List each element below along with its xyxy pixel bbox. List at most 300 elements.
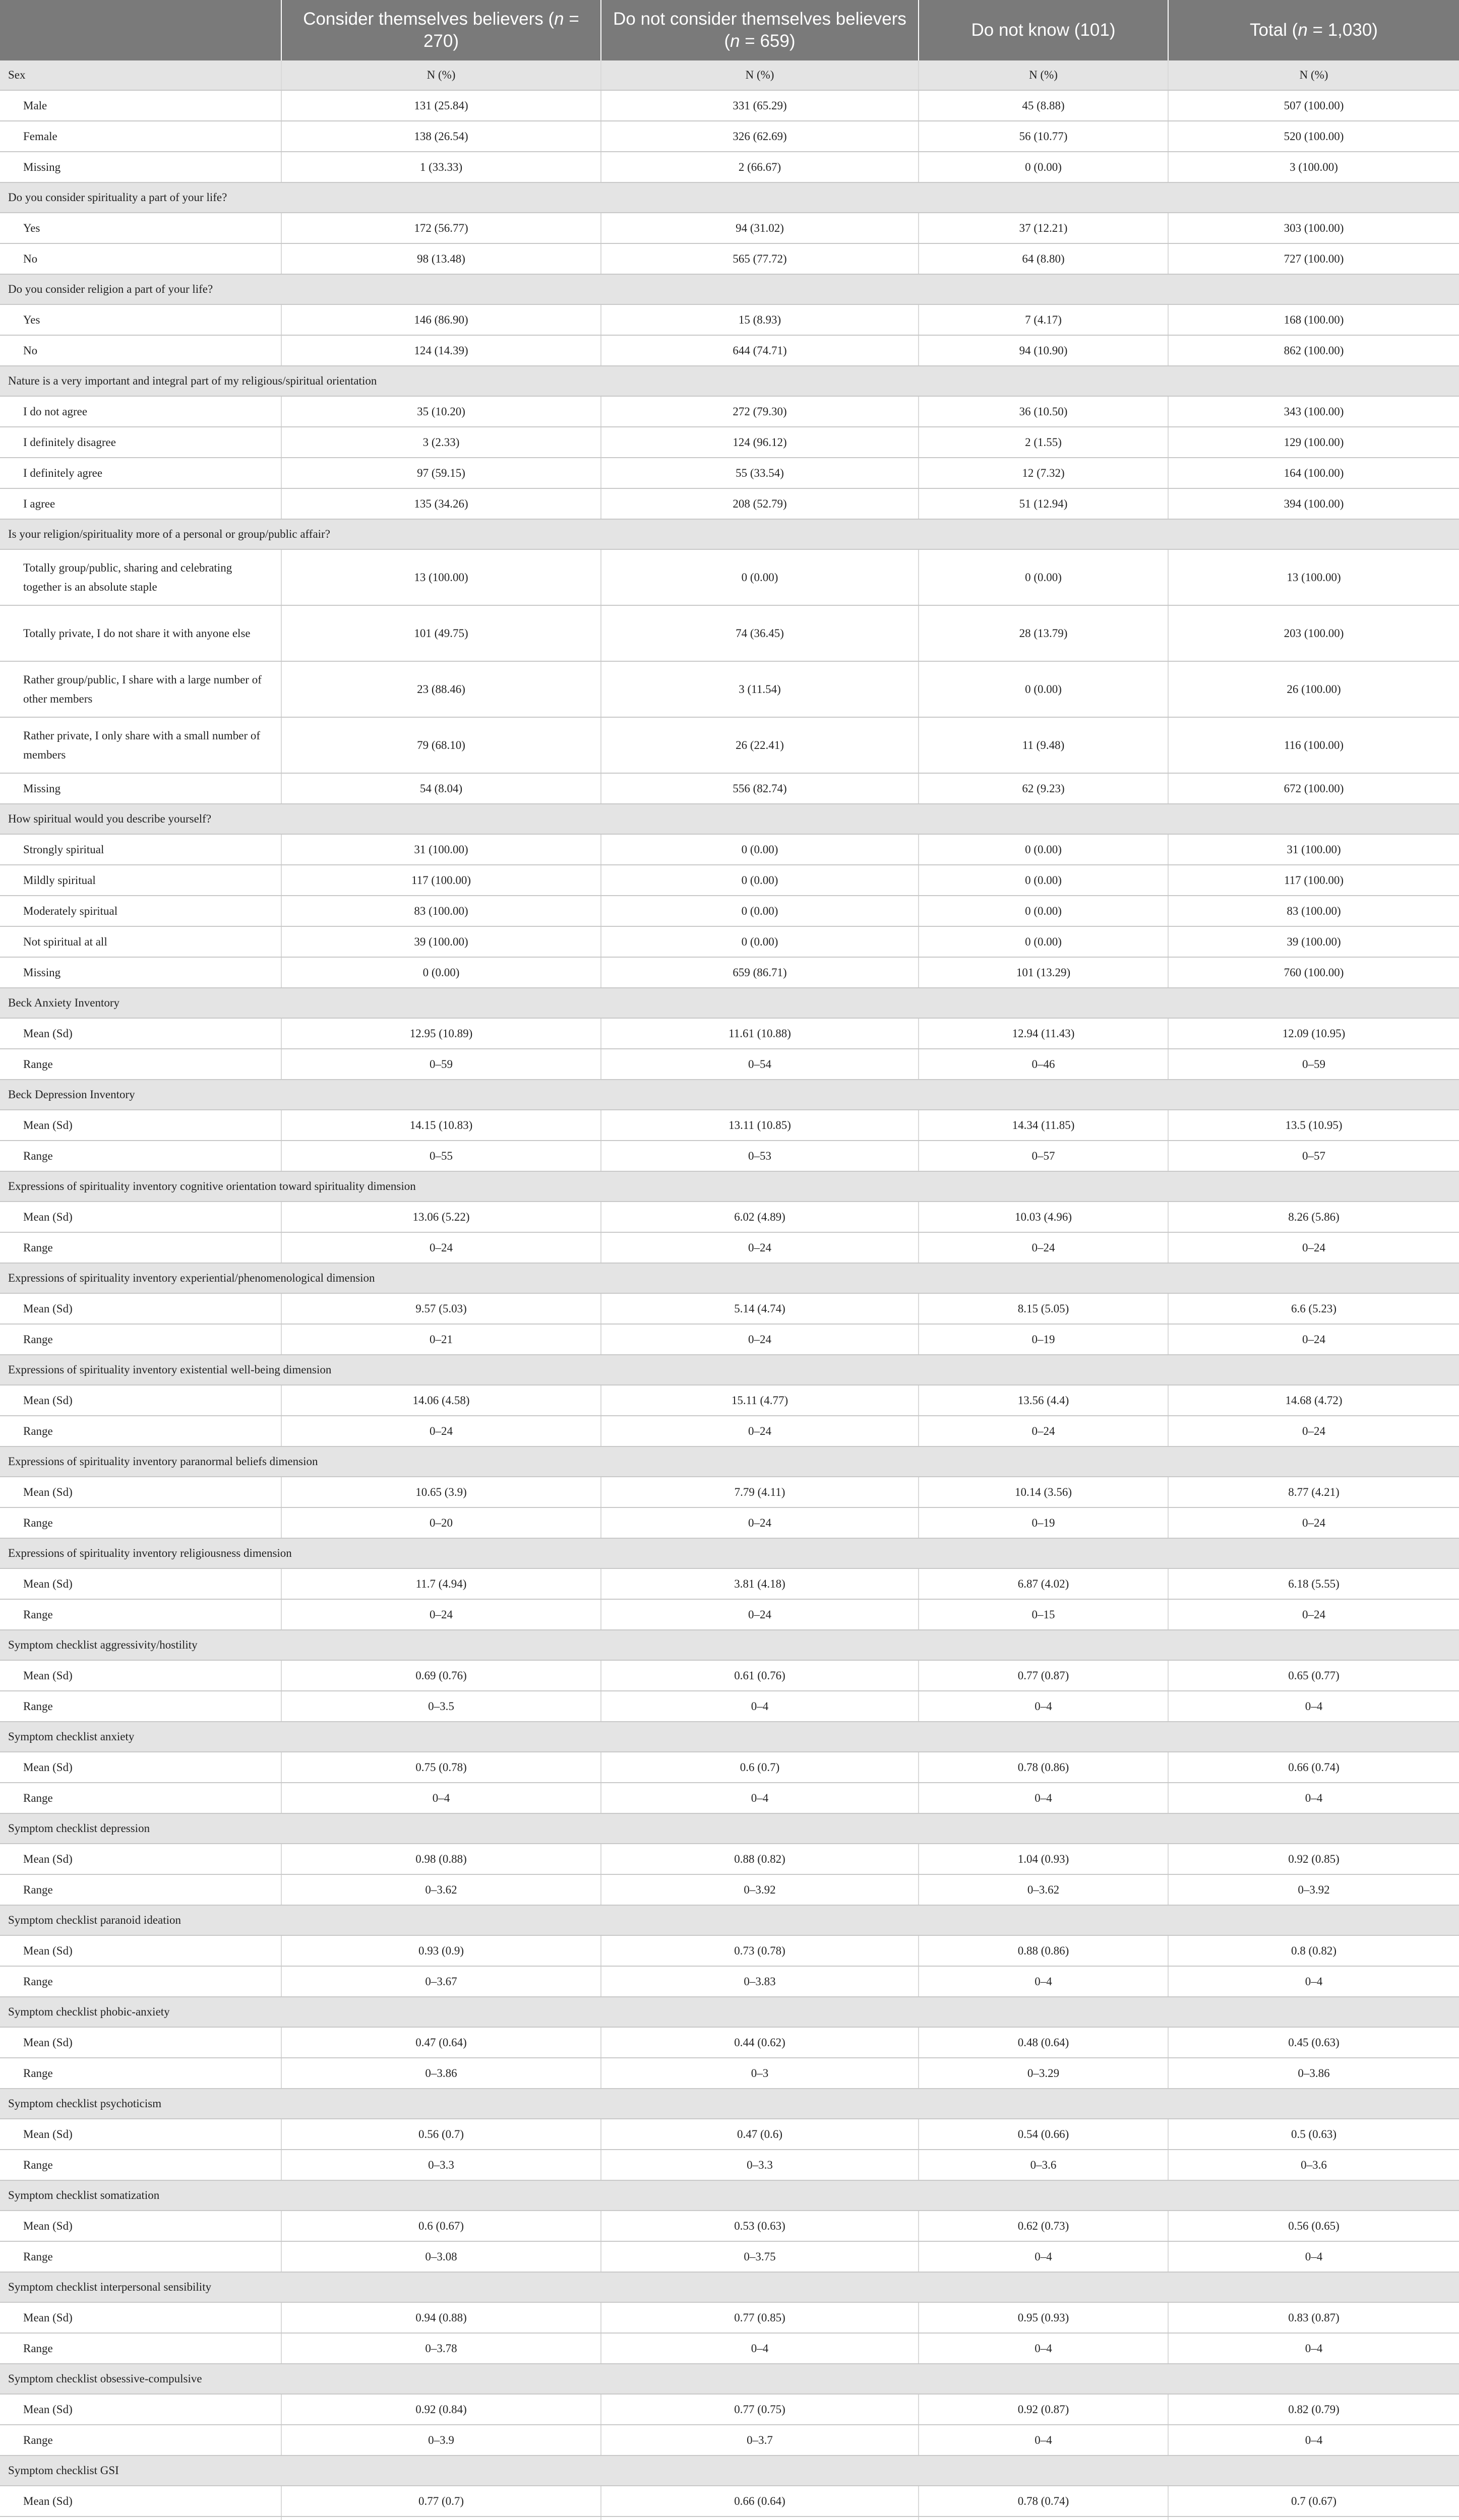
table-cell: 520 (100.00) [1168,121,1459,152]
table-cell: 6.87 (4.02) [919,1568,1168,1599]
row-label: Male [0,90,281,121]
table-cell: 135 (34.26) [281,488,601,519]
table-row [0,2333,1459,2364]
table-cell: 98 (13.48) [281,243,601,274]
row-label: No [0,243,281,274]
row-label: Mean (Sd) [0,2486,281,2516]
table-cell: N (%) [281,60,601,90]
table-cell: 0–3.3 [601,2150,919,2180]
table-cell: 0.77 (0.7) [281,2486,601,2516]
table-row [0,2058,1459,2089]
table-row [0,427,1459,458]
section-label: Expressions of spirituality inventory cognitive orientation toward spirituality dimension [0,1171,1459,1202]
row-label: Totally group/public, sharing and celebrating together is an absolute staple [0,549,281,605]
section-label: Symptom checklist anxiety [0,1722,1459,1752]
row-label: Mean (Sd) [0,2119,281,2150]
table-cell [601,2516,919,2520]
table-cell: 0.75 (0.78) [281,1752,601,1783]
table-cell: 138 (26.54) [281,121,601,152]
table-row [0,335,1459,366]
table-cell: 0–21 [281,1324,601,1355]
table-cell: 0 (0.00) [601,896,919,926]
table-cell: 1 (33.33) [281,152,601,182]
row-label: Range [0,1874,281,1905]
table-cell: 13.5 (10.95) [1168,1110,1459,1141]
section-label: How spiritual would you describe yourself? [0,804,1459,834]
table-cell: 343 (100.00) [1168,396,1459,427]
table-row [0,1660,1459,1691]
table-cell: 172 (56.77) [281,213,601,243]
section-label: Expressions of spirituality inventory religiousness dimension [0,1538,1459,1568]
section-label: Beck Anxiety Inventory [0,988,1459,1018]
table-cell: 0–4 [1168,1783,1459,1813]
table-cell: 0–46 [919,1049,1168,1080]
section-label: Beck Depression Inventory [0,1080,1459,1110]
table-row [0,1477,1459,1507]
table-cell: 0–24 [281,1232,601,1263]
table-cell: 11.7 (4.94) [281,1568,601,1599]
table-row [0,957,1459,988]
row-label: Mean (Sd) [0,1477,281,1507]
table-cell: 394 (100.00) [1168,488,1459,519]
table-cell: 36 (10.50) [919,396,1168,427]
table-cell: 0.47 (0.64) [281,2027,601,2058]
row-label: Mean (Sd) [0,1935,281,1966]
table-row [0,896,1459,926]
table-row [0,1049,1459,1080]
table-cell: 0.77 (0.75) [601,2394,919,2425]
header-row [0,0,1459,60]
row-label: Mean (Sd) [0,1110,281,1141]
table-cell: N (%) [601,60,919,90]
table-cell [919,2516,1168,2520]
section-label: Symptom checklist GSI [0,2455,1459,2486]
table-cell: 13.06 (5.22) [281,1202,601,1232]
table-row [0,121,1459,152]
row-label: Range [0,2150,281,2180]
table-cell: 26 (22.41) [601,717,919,773]
table-cell: 12.95 (10.89) [281,1018,601,1049]
section-label: Is your religion/spirituality more of a personal or group/public affair? [0,519,1459,549]
table-cell: 0 (0.00) [601,549,919,605]
table-cell: 0.54 (0.66) [919,2119,1168,2150]
table-cell: 0–3.3 [281,2150,601,2180]
table-cell: 0–24 [1168,1416,1459,1446]
table-cell: 0 (0.00) [919,549,1168,605]
table-row [0,1018,1459,1049]
section-header-row [0,1080,1459,1110]
table-cell: 672 (100.00) [1168,773,1459,804]
table-cell: 12.94 (11.43) [919,1018,1168,1049]
table-cell: 0–24 [1168,1507,1459,1538]
header-cell-do-not-know: Do not know (101) [919,0,1168,60]
table-cell: 0–4 [919,1966,1168,1997]
table-cell: 862 (100.00) [1168,335,1459,366]
table-cell: 0.48 (0.64) [919,2027,1168,2058]
row-label: Moderately spiritual [0,896,281,926]
table-cell: 0–15 [919,1599,1168,1630]
section-label: Symptom checklist phobic-anxiety [0,1997,1459,2027]
row-label: Range [0,2333,281,2364]
table-cell: 0.5 (0.63) [1168,2119,1459,2150]
section-label: Expressions of spirituality inventory paranormal beliefs dimension [0,1446,1459,1477]
table-row [0,488,1459,519]
row-label: Yes [0,213,281,243]
table-cell: 168 (100.00) [1168,304,1459,335]
table-cell: 26 (100.00) [1168,661,1459,717]
table-cell: 0.47 (0.6) [601,2119,919,2150]
table-cell: 0–24 [919,1416,1168,1446]
table-cell: 6.6 (5.23) [1168,1293,1459,1324]
row-label: Rather private, I only share with a small number of members [0,717,281,773]
table-cell: 94 (31.02) [601,213,919,243]
table-cell: 39 (100.00) [1168,926,1459,957]
table-cell: 6.18 (5.55) [1168,1568,1459,1599]
section-label: Symptom checklist aggressivity/hostility [0,1630,1459,1660]
table-cell: 31 (100.00) [1168,834,1459,865]
table-row [0,2150,1459,2180]
table-cell: 0–4 [1168,2241,1459,2272]
table-cell: 0–3.29 [919,2058,1168,2089]
table-cell: 54 (8.04) [281,773,601,804]
section-header-row [0,1171,1459,1202]
table-cell: 12 (7.32) [919,458,1168,488]
row-label: Range [0,1599,281,1630]
section-label: Do you consider spirituality a part of your life? [0,182,1459,213]
row-label: No [0,335,281,366]
row-label: Range [0,1232,281,1263]
table-row [0,90,1459,121]
section-header-row [0,2180,1459,2211]
row-label: Missing [0,773,281,804]
table-cell: 0.44 (0.62) [601,2027,919,2058]
table-cell: 131 (25.84) [281,90,601,121]
table-header [0,0,1459,60]
section-header-row [0,519,1459,549]
table-cell: 0 (0.00) [601,834,919,865]
table-row [0,1232,1459,1263]
table-cell: 0–4 [1168,1966,1459,1997]
section-header-row [0,1905,1459,1935]
section-label: Symptom checklist psychoticism [0,2089,1459,2119]
table-row [0,396,1459,427]
table-cell: 124 (14.39) [281,335,601,366]
section-header-row [0,1813,1459,1844]
table-cell: 0.77 (0.85) [601,2302,919,2333]
section-label: Do you consider religion a part of your life? [0,274,1459,304]
row-label: Totally private, I do not share it with anyone else [0,605,281,661]
table-cell: 83 (100.00) [1168,896,1459,926]
table-row [0,773,1459,804]
table-row [0,2394,1459,2425]
table-cell: 79 (68.10) [281,717,601,773]
table-cell: 0–24 [601,1324,919,1355]
row-label: Mean (Sd) [0,1844,281,1874]
table-cell: 39 (100.00) [281,926,601,957]
table-cell: 0–53 [601,1141,919,1171]
table-cell: 6.02 (4.89) [601,1202,919,1232]
table-cell: 0–24 [1168,1232,1459,1263]
table-cell: 0.88 (0.86) [919,1935,1168,1966]
row-label: Range [0,2425,281,2455]
table-cell: 13 (100.00) [1168,549,1459,605]
table-row [0,2027,1459,2058]
table-row [0,304,1459,335]
table-cell: 203 (100.00) [1168,605,1459,661]
table-cell: 0.78 (0.86) [919,1752,1168,1783]
table-cell: 0–3.92 [1168,1874,1459,1905]
table-cell: 14.34 (11.85) [919,1110,1168,1141]
table-cell: 13 (100.00) [281,549,601,605]
table-cell [281,2516,601,2520]
table-cell: 8.15 (5.05) [919,1293,1168,1324]
table-cell: 1.04 (0.93) [919,1844,1168,1874]
table-cell: 13.56 (4.4) [919,1385,1168,1416]
table-cell: 0–24 [1168,1324,1459,1355]
table-cell: 15 (8.93) [601,304,919,335]
table-cell: 0–3 [601,2058,919,2089]
table-cell: 0 (0.00) [919,896,1168,926]
table-cell: 0–3.6 [919,2150,1168,2180]
table-cell: 55 (33.54) [601,458,919,488]
table-cell: 0.66 (0.64) [601,2486,919,2516]
table-cell: 0.83 (0.87) [1168,2302,1459,2333]
table-row [0,926,1459,957]
table-cell: 0–4 [1168,2333,1459,2364]
table-cell: 0 (0.00) [919,152,1168,182]
table-row [0,243,1459,274]
table-cell: 0–24 [919,1232,1168,1263]
table-cell: 0 (0.00) [919,834,1168,865]
table-cell: 116 (100.00) [1168,717,1459,773]
table-row [0,1691,1459,1722]
table-row [0,1935,1459,1966]
table-cell: 0.8 (0.82) [1168,1935,1459,1966]
table-cell: 0.77 (0.87) [919,1660,1168,1691]
table-cell: 3 (2.33) [281,427,601,458]
table-cell: 272 (79.30) [601,396,919,427]
table-cell: 0–4 [1168,2425,1459,2455]
table-cell: 0.69 (0.76) [281,1660,601,1691]
table-row [0,1110,1459,1141]
table-cell: 0–3.86 [1168,2058,1459,2089]
table-row [0,605,1459,661]
table-cell: 11.61 (10.88) [601,1018,919,1049]
table-cell: 0.66 (0.74) [1168,1752,1459,1783]
table-cell: 0–3.9 [281,2425,601,2455]
table-cell: 3 (11.54) [601,661,919,717]
table-cell: 331 (65.29) [601,90,919,121]
table-cell: 303 (100.00) [1168,213,1459,243]
table-cell: 0.88 (0.82) [601,1844,919,1874]
table-cell: 0–24 [601,1232,919,1263]
table-cell: 0–20 [281,1507,601,1538]
table-cell: 659 (86.71) [601,957,919,988]
table-cell: 0–4 [919,2241,1168,2272]
table-cell: 0–55 [281,1141,601,1171]
table-cell: 326 (62.69) [601,121,919,152]
table-cell: 37 (12.21) [919,213,1168,243]
table-row [0,2119,1459,2150]
section-header-row [0,274,1459,304]
table-cell: 35 (10.20) [281,396,601,427]
section-header-row [0,1997,1459,2027]
table-cell: 0.56 (0.65) [1168,2211,1459,2241]
table-row [0,834,1459,865]
table-cell: 0–3.08 [281,2241,601,2272]
row-label: Mean (Sd) [0,1202,281,1232]
table-cell: 0.73 (0.78) [601,1935,919,1966]
table-cell: 0–3.6 [1168,2150,1459,2180]
row-label: I definitely disagree [0,427,281,458]
section-header-row [0,2364,1459,2394]
table-cell: 0–57 [919,1141,1168,1171]
table-cell: 0.92 (0.87) [919,2394,1168,2425]
table-cell: 0–24 [601,1507,919,1538]
table-cell: 0–4 [601,1783,919,1813]
row-label: Yes [0,304,281,335]
table-cell: 74 (36.45) [601,605,919,661]
row-label: Range [0,1324,281,1355]
table-cell: 64 (8.80) [919,243,1168,274]
row-label: Range [0,1049,281,1080]
table-cell: 0 (0.00) [919,661,1168,717]
table-row [0,717,1459,773]
table-cell: 0–3.83 [601,1966,919,1997]
table-cell: 2 (1.55) [919,427,1168,458]
table-cell: 8.77 (4.21) [1168,1477,1459,1507]
table-cell: 31 (100.00) [281,834,601,865]
table-cell: 0.94 (0.88) [281,2302,601,2333]
table-cell: 8.26 (5.86) [1168,1202,1459,1232]
row-label: Range [0,1691,281,1722]
table-row [0,1752,1459,1783]
table-cell: 0.95 (0.93) [919,2302,1168,2333]
table-cell: 0–3.67 [281,1966,601,1997]
table-cell: 0.98 (0.88) [281,1844,601,1874]
table-cell: 3 (100.00) [1168,152,1459,182]
table-cell: 0–59 [1168,1049,1459,1080]
row-label: Mean (Sd) [0,2302,281,2333]
table-cell: 146 (86.90) [281,304,601,335]
row-label: Sex [0,60,281,90]
table-cell: 0 (0.00) [601,865,919,896]
section-header-row [0,366,1459,396]
table-row [0,2516,1459,2520]
table-cell: 10.14 (3.56) [919,1477,1168,1507]
table-cell: 0–24 [1168,1599,1459,1630]
section-label: Nature is a very important and integral part of my religious/spiritual orientation [0,366,1459,396]
table-cell: 0–24 [281,1599,601,1630]
row-label: Mean (Sd) [0,1752,281,1783]
section-header-row [0,1538,1459,1568]
table-cell: 13.11 (10.85) [601,1110,919,1141]
table-row [0,1599,1459,1630]
table-cell: 56 (10.77) [919,121,1168,152]
table-cell: 0.53 (0.63) [601,2211,919,2241]
table-row [0,1385,1459,1416]
table-cell: N (%) [919,60,1168,90]
section-header-row [0,182,1459,213]
table-cell: 0–3.62 [919,1874,1168,1905]
table-cell: 565 (77.72) [601,243,919,274]
row-label: Female [0,121,281,152]
table-cell: 208 (52.79) [601,488,919,519]
table-row [0,1141,1459,1171]
row-label: Mean (Sd) [0,1568,281,1599]
table-cell: 0.61 (0.76) [601,1660,919,1691]
table-cell: 0–4 [919,2425,1168,2455]
table-cell: 101 (49.75) [281,605,601,661]
table-cell: 0.78 (0.74) [919,2486,1168,2516]
table-cell: 28 (13.79) [919,605,1168,661]
table-cell: 117 (100.00) [1168,865,1459,896]
section-label: Symptom checklist depression [0,1813,1459,1844]
table-row [0,1874,1459,1905]
table-row [0,2302,1459,2333]
table-cell: 124 (96.12) [601,427,919,458]
table-cell: 97 (59.15) [281,458,601,488]
table-cell: 5.14 (4.74) [601,1293,919,1324]
table-cell: 0–3.7 [601,2425,919,2455]
table-cell: 0–54 [601,1049,919,1080]
row-label: Mildly spiritual [0,865,281,896]
table-cell: 0–19 [919,1507,1168,1538]
section-label: Symptom checklist interpersonal sensibility [0,2272,1459,2302]
table-body [0,60,1459,2520]
section-label: Symptom checklist paranoid ideation [0,1905,1459,1935]
table-cell: 0.62 (0.73) [919,2211,1168,2241]
table-row [0,1844,1459,1874]
row-label: Mean (Sd) [0,1385,281,1416]
table-cell: 51 (12.94) [919,488,1168,519]
table-cell: 507 (100.00) [1168,90,1459,121]
table-cell: 0–4 [919,1691,1168,1722]
table-row [0,1568,1459,1599]
table-cell: 10.65 (3.9) [281,1477,601,1507]
table-cell: 0.56 (0.7) [281,2119,601,2150]
row-label: Mean (Sd) [0,1660,281,1691]
table-cell: 14.06 (4.58) [281,1385,601,1416]
row-label: Mean (Sd) [0,2394,281,2425]
table-cell: 556 (82.74) [601,773,919,804]
table-cell: 0–4 [281,1783,601,1813]
table-row [0,1416,1459,1446]
table-cell: 15.11 (4.77) [601,1385,919,1416]
table-cell: 94 (10.90) [919,335,1168,366]
table-cell: 14.15 (10.83) [281,1110,601,1141]
table-row [0,1293,1459,1324]
table-row [0,1966,1459,1997]
table-cell: N (%) [1168,60,1459,90]
table-cell: 10.03 (4.96) [919,1202,1168,1232]
section-header-row [0,2089,1459,2119]
row-label: Range [0,1507,281,1538]
table-cell: 0 (0.00) [601,926,919,957]
table-cell: 0–3.75 [601,2241,919,2272]
section-header-row [0,1355,1459,1385]
table-cell: 0–3.86 [281,2058,601,2089]
table-cell: 727 (100.00) [1168,243,1459,274]
table-cell: 0–24 [601,1599,919,1630]
row-label: Missing [0,957,281,988]
section-label: Symptom checklist obsessive-compulsive [0,2364,1459,2394]
section-header-row [0,1446,1459,1477]
row-label: Strongly spiritual [0,834,281,865]
table-cell: 23 (88.46) [281,661,601,717]
table-row [0,1202,1459,1232]
row-label: Mean (Sd) [0,2211,281,2241]
